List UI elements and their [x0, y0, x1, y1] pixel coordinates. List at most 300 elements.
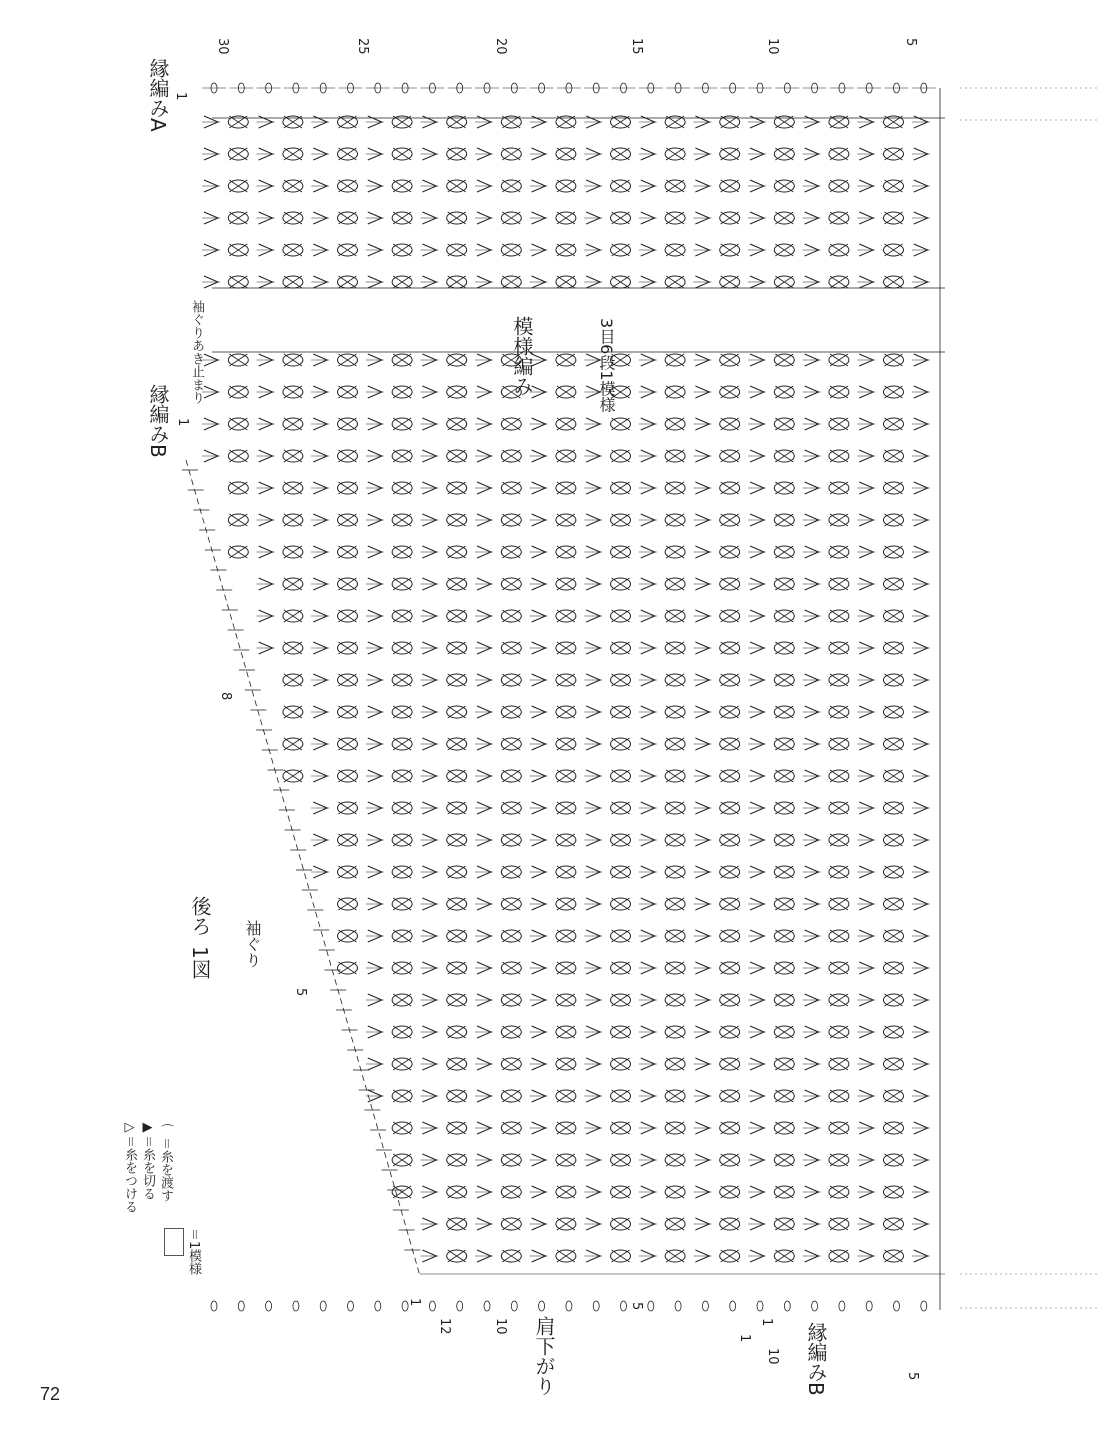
v-stitch — [803, 212, 821, 224]
cluster-stitch — [774, 578, 794, 590]
v-stitch — [311, 244, 329, 256]
v-stitch — [857, 514, 875, 526]
cluster-stitch — [720, 212, 740, 224]
cluster-stitch — [447, 1154, 467, 1166]
cluster-stitch — [392, 898, 412, 910]
v-stitch — [857, 354, 875, 366]
v-stitch — [584, 706, 602, 718]
v-stitch — [803, 386, 821, 398]
v-stitch — [748, 276, 766, 288]
v-stitch — [420, 354, 438, 366]
v-stitch — [803, 898, 821, 910]
armhole-label: 袖ぐり — [243, 920, 262, 968]
cluster-stitch — [774, 930, 794, 942]
cluster-stitch — [392, 450, 412, 462]
v-stitch — [420, 1122, 438, 1134]
v-stitch — [366, 674, 384, 686]
v-stitch — [257, 180, 275, 192]
v-stitch — [857, 642, 875, 654]
cluster-stitch — [829, 642, 849, 654]
cluster-stitch — [720, 1186, 740, 1198]
cluster-stitch — [447, 962, 467, 974]
cluster-stitch — [720, 1090, 740, 1102]
cluster-stitch — [829, 1186, 849, 1198]
v-stitch — [366, 738, 384, 750]
cluster-stitch — [501, 418, 521, 430]
cluster-stitch — [447, 1250, 467, 1262]
cluster-stitch — [611, 770, 631, 782]
one-repeat-box-icon — [164, 1228, 184, 1256]
v-stitch — [857, 1058, 875, 1070]
v-stitch — [366, 866, 384, 878]
cluster-stitch — [720, 514, 740, 526]
v-stitch — [857, 834, 875, 846]
cluster-stitch — [774, 610, 794, 622]
v-stitch — [202, 386, 220, 398]
cluster-stitch — [774, 674, 794, 686]
cluster-stitch — [611, 482, 631, 494]
v-stitch — [639, 386, 657, 398]
v-stitch — [693, 482, 711, 494]
cluster-stitch — [392, 418, 412, 430]
v-stitch — [475, 1026, 493, 1038]
v-stitch — [639, 706, 657, 718]
v-stitch — [912, 148, 930, 160]
cluster-stitch — [338, 482, 358, 494]
cluster-stitch — [720, 930, 740, 942]
cluster-stitch — [884, 1122, 904, 1134]
v-stitch — [748, 898, 766, 910]
stitch-grid — [182, 83, 945, 1311]
v-stitch — [475, 1154, 493, 1166]
cluster-stitch — [501, 578, 521, 590]
v-stitch — [857, 276, 875, 288]
cluster-stitch — [611, 514, 631, 526]
cluster-stitch — [556, 642, 576, 654]
v-stitch — [584, 802, 602, 814]
v-stitch — [912, 514, 930, 526]
v-stitch — [912, 276, 930, 288]
v-stitch — [857, 1218, 875, 1230]
cluster-stitch — [338, 706, 358, 718]
v-stitch — [748, 546, 766, 558]
v-stitch — [584, 1090, 602, 1102]
v-stitch — [530, 738, 548, 750]
cluster-stitch — [556, 180, 576, 192]
v-stitch — [857, 994, 875, 1006]
v-stitch — [475, 834, 493, 846]
cluster-stitch — [665, 276, 685, 288]
cluster-stitch — [228, 354, 248, 366]
v-stitch — [530, 212, 548, 224]
cluster-stitch — [501, 514, 521, 526]
v-stitch — [748, 1186, 766, 1198]
bottom-chain-stitch — [894, 1301, 900, 1311]
v-stitch — [803, 610, 821, 622]
v-stitch — [639, 898, 657, 910]
cluster-stitch — [611, 674, 631, 686]
v-stitch — [693, 1186, 711, 1198]
v-stitch — [748, 994, 766, 1006]
v-stitch — [584, 898, 602, 910]
cluster-stitch — [720, 386, 740, 398]
v-stitch — [366, 212, 384, 224]
cluster-stitch — [774, 148, 794, 160]
cluster-stitch — [611, 802, 631, 814]
cluster-stitch — [447, 898, 467, 910]
cluster-stitch — [829, 212, 849, 224]
v-stitch — [693, 994, 711, 1006]
cluster-stitch — [884, 834, 904, 846]
v-stitch — [912, 930, 930, 942]
cluster-stitch — [720, 1154, 740, 1166]
cluster-stitch — [829, 738, 849, 750]
cluster-stitch — [447, 738, 467, 750]
cluster-stitch — [665, 898, 685, 910]
v-stitch — [912, 1026, 930, 1038]
v-stitch — [530, 994, 548, 1006]
v-stitch — [475, 212, 493, 224]
v-stitch — [584, 482, 602, 494]
cluster-stitch — [392, 514, 412, 526]
cluster-stitch — [283, 482, 303, 494]
cluster-stitch — [283, 610, 303, 622]
cluster-stitch — [556, 930, 576, 942]
v-stitch — [693, 610, 711, 622]
v-stitch — [530, 1218, 548, 1230]
v-stitch — [366, 276, 384, 288]
v-stitch — [202, 354, 220, 366]
v-stitch — [693, 706, 711, 718]
v-stitch — [475, 962, 493, 974]
v-stitch — [311, 180, 329, 192]
cluster-stitch — [829, 1026, 849, 1038]
v-stitch — [912, 674, 930, 686]
row-marker-15: 15 — [629, 38, 644, 55]
v-stitch — [584, 738, 602, 750]
v-stitch — [420, 962, 438, 974]
cluster-stitch — [611, 276, 631, 288]
v-stitch — [584, 866, 602, 878]
cluster-stitch — [501, 546, 521, 558]
row-marker-30: 30 — [215, 38, 230, 55]
v-stitch — [311, 546, 329, 558]
cluster-stitch — [774, 738, 794, 750]
cluster-stitch — [720, 738, 740, 750]
v-stitch — [420, 386, 438, 398]
cluster-stitch — [283, 674, 303, 686]
v-stitch — [748, 578, 766, 590]
cluster-stitch — [338, 514, 358, 526]
edging-b-label-bottom: 縁編みB — [804, 1322, 828, 1396]
v-stitch — [530, 1026, 548, 1038]
cluster-stitch — [665, 244, 685, 256]
v-stitch — [912, 898, 930, 910]
v-stitch — [912, 546, 930, 558]
cluster-stitch — [283, 418, 303, 430]
v-stitch — [803, 962, 821, 974]
cluster-stitch — [447, 674, 467, 686]
cluster-stitch — [556, 802, 576, 814]
cluster-stitch — [720, 1026, 740, 1038]
bottom-marker-5: 5 — [629, 1302, 644, 1311]
v-stitch — [912, 354, 930, 366]
cluster-stitch — [283, 148, 303, 160]
v-stitch — [584, 212, 602, 224]
v-stitch — [420, 212, 438, 224]
cluster-stitch — [556, 962, 576, 974]
pattern-repeat-label: 3目6段1模様 — [597, 318, 616, 413]
v-stitch — [420, 706, 438, 718]
v-stitch — [693, 1250, 711, 1262]
cluster-stitch — [665, 866, 685, 878]
v-stitch — [420, 738, 438, 750]
v-stitch — [639, 482, 657, 494]
v-stitch — [257, 642, 275, 654]
v-stitch — [366, 514, 384, 526]
cluster-stitch — [501, 148, 521, 160]
cluster-stitch — [447, 1186, 467, 1198]
v-stitch — [475, 994, 493, 1006]
cluster-stitch — [556, 1090, 576, 1102]
bottom-chain-stitch — [839, 1301, 845, 1311]
v-stitch — [912, 1154, 930, 1166]
v-stitch — [257, 212, 275, 224]
v-stitch — [803, 1250, 821, 1262]
cluster-stitch — [829, 898, 849, 910]
v-stitch — [693, 514, 711, 526]
cluster-stitch — [447, 866, 467, 878]
cluster-stitch — [338, 148, 358, 160]
v-stitch — [311, 212, 329, 224]
bottom-chain-stitch — [566, 1301, 572, 1311]
v-stitch — [803, 802, 821, 814]
v-stitch — [311, 674, 329, 686]
cluster-stitch — [665, 1154, 685, 1166]
cluster-stitch — [720, 354, 740, 366]
cluster-stitch — [338, 738, 358, 750]
v-stitch — [530, 834, 548, 846]
edging-b-row-1: 1 — [175, 418, 190, 427]
cluster-stitch — [611, 578, 631, 590]
v-stitch — [366, 1058, 384, 1070]
cluster-stitch — [884, 642, 904, 654]
cluster-stitch — [228, 148, 248, 160]
cluster-stitch — [611, 962, 631, 974]
v-stitch — [475, 1122, 493, 1134]
v-stitch — [803, 1218, 821, 1230]
cluster-stitch — [228, 180, 248, 192]
v-stitch — [420, 418, 438, 430]
cluster-stitch — [829, 1250, 849, 1262]
v-stitch — [803, 738, 821, 750]
cluster-stitch — [774, 244, 794, 256]
cluster-stitch — [884, 770, 904, 782]
v-stitch — [857, 180, 875, 192]
v-stitch — [748, 642, 766, 654]
cluster-stitch — [447, 802, 467, 814]
cluster-stitch — [665, 1186, 685, 1198]
v-stitch — [311, 866, 329, 878]
v-stitch — [912, 482, 930, 494]
v-stitch — [530, 1090, 548, 1102]
cluster-stitch — [392, 802, 412, 814]
v-stitch — [475, 674, 493, 686]
v-stitch — [748, 1058, 766, 1070]
v-stitch — [475, 802, 493, 814]
armhole-row-8: 8 — [218, 692, 233, 701]
cluster-stitch — [774, 482, 794, 494]
cluster-stitch — [392, 1090, 412, 1102]
cluster-stitch — [447, 834, 467, 846]
cluster-stitch — [228, 514, 248, 526]
cluster-stitch — [665, 578, 685, 590]
v-stitch — [475, 546, 493, 558]
cluster-stitch — [556, 738, 576, 750]
v-stitch — [803, 770, 821, 782]
v-stitch — [639, 642, 657, 654]
v-stitch — [366, 898, 384, 910]
bottom-chain-stitch — [539, 1301, 545, 1311]
v-stitch — [803, 930, 821, 942]
cluster-stitch — [774, 1090, 794, 1102]
v-stitch — [420, 1250, 438, 1262]
v-stitch — [584, 1026, 602, 1038]
cluster-stitch — [228, 482, 248, 494]
cluster-stitch — [720, 674, 740, 686]
cluster-stitch — [392, 930, 412, 942]
cluster-stitch — [774, 994, 794, 1006]
v-stitch — [257, 610, 275, 622]
v-stitch — [803, 514, 821, 526]
v-stitch — [693, 770, 711, 782]
v-stitch — [257, 450, 275, 462]
cluster-stitch — [501, 244, 521, 256]
v-stitch — [584, 180, 602, 192]
cluster-stitch — [338, 610, 358, 622]
v-stitch — [530, 770, 548, 782]
row-marker-25: 25 — [355, 38, 370, 55]
cluster-stitch — [829, 930, 849, 942]
v-stitch — [257, 418, 275, 430]
cluster-stitch — [501, 1186, 521, 1198]
cluster-stitch — [665, 1122, 685, 1134]
cluster-stitch — [392, 180, 412, 192]
bottom-chain-stitch — [757, 1301, 763, 1311]
cluster-stitch — [720, 148, 740, 160]
v-stitch — [530, 1058, 548, 1070]
edging-a-row-1: 1 — [173, 92, 188, 101]
v-stitch — [530, 418, 548, 430]
v-stitch — [639, 930, 657, 942]
bottom-marker-1: 1 — [407, 1298, 422, 1307]
cluster-stitch — [884, 386, 904, 398]
cluster-stitch — [829, 802, 849, 814]
cluster-stitch — [829, 148, 849, 160]
cluster-stitch — [556, 1026, 576, 1038]
cluster-stitch — [556, 674, 576, 686]
v-stitch — [748, 1218, 766, 1230]
legend-attach-yarn: ▷＝糸をつける — [122, 1120, 137, 1214]
v-stitch — [366, 546, 384, 558]
cluster-stitch — [665, 610, 685, 622]
v-stitch — [857, 244, 875, 256]
cluster-stitch — [665, 1090, 685, 1102]
cluster-stitch — [447, 1122, 467, 1134]
cluster-stitch — [665, 834, 685, 846]
cluster-stitch — [283, 212, 303, 224]
v-stitch — [366, 610, 384, 622]
v-stitch — [693, 180, 711, 192]
v-stitch — [420, 1026, 438, 1038]
v-stitch — [912, 1218, 930, 1230]
v-stitch — [530, 148, 548, 160]
cluster-stitch — [665, 148, 685, 160]
v-stitch — [639, 1250, 657, 1262]
v-stitch — [257, 148, 275, 160]
v-stitch — [475, 930, 493, 942]
v-stitch — [912, 1090, 930, 1102]
v-stitch — [639, 866, 657, 878]
cluster-stitch — [611, 244, 631, 256]
cluster-stitch — [338, 866, 358, 878]
cluster-stitch — [774, 514, 794, 526]
v-stitch — [803, 1154, 821, 1166]
cluster-stitch — [283, 180, 303, 192]
v-stitch — [366, 354, 384, 366]
cluster-stitch — [392, 962, 412, 974]
v-stitch — [475, 1218, 493, 1230]
v-stitch — [857, 212, 875, 224]
cluster-stitch — [720, 1250, 740, 1262]
bottom-marker-10: 10 — [493, 1318, 508, 1335]
v-stitch — [912, 450, 930, 462]
v-stitch — [639, 1122, 657, 1134]
cluster-stitch — [338, 546, 358, 558]
v-stitch — [420, 1186, 438, 1198]
cluster-stitch — [665, 1250, 685, 1262]
v-stitch — [257, 514, 275, 526]
armhole-stop-label: 袖ぐりあき止まり — [189, 300, 204, 404]
v-stitch — [584, 642, 602, 654]
v-stitch — [639, 674, 657, 686]
v-stitch — [420, 244, 438, 256]
v-stitch — [693, 450, 711, 462]
cluster-stitch — [447, 1058, 467, 1070]
v-stitch — [748, 610, 766, 622]
v-stitch — [912, 770, 930, 782]
v-stitch — [530, 1186, 548, 1198]
cluster-stitch — [556, 898, 576, 910]
cluster-stitch — [556, 276, 576, 288]
cluster-stitch — [392, 244, 412, 256]
cluster-stitch — [884, 898, 904, 910]
v-stitch — [530, 276, 548, 288]
cluster-stitch — [556, 450, 576, 462]
cluster-stitch — [665, 1026, 685, 1038]
cluster-stitch — [283, 386, 303, 398]
cluster-stitch — [228, 450, 248, 462]
v-stitch — [311, 354, 329, 366]
v-stitch — [530, 450, 548, 462]
cluster-stitch — [884, 1058, 904, 1070]
v-stitch — [693, 148, 711, 160]
cluster-stitch — [829, 706, 849, 718]
v-stitch — [530, 514, 548, 526]
v-stitch — [475, 386, 493, 398]
cluster-stitch — [338, 642, 358, 654]
v-stitch — [420, 514, 438, 526]
